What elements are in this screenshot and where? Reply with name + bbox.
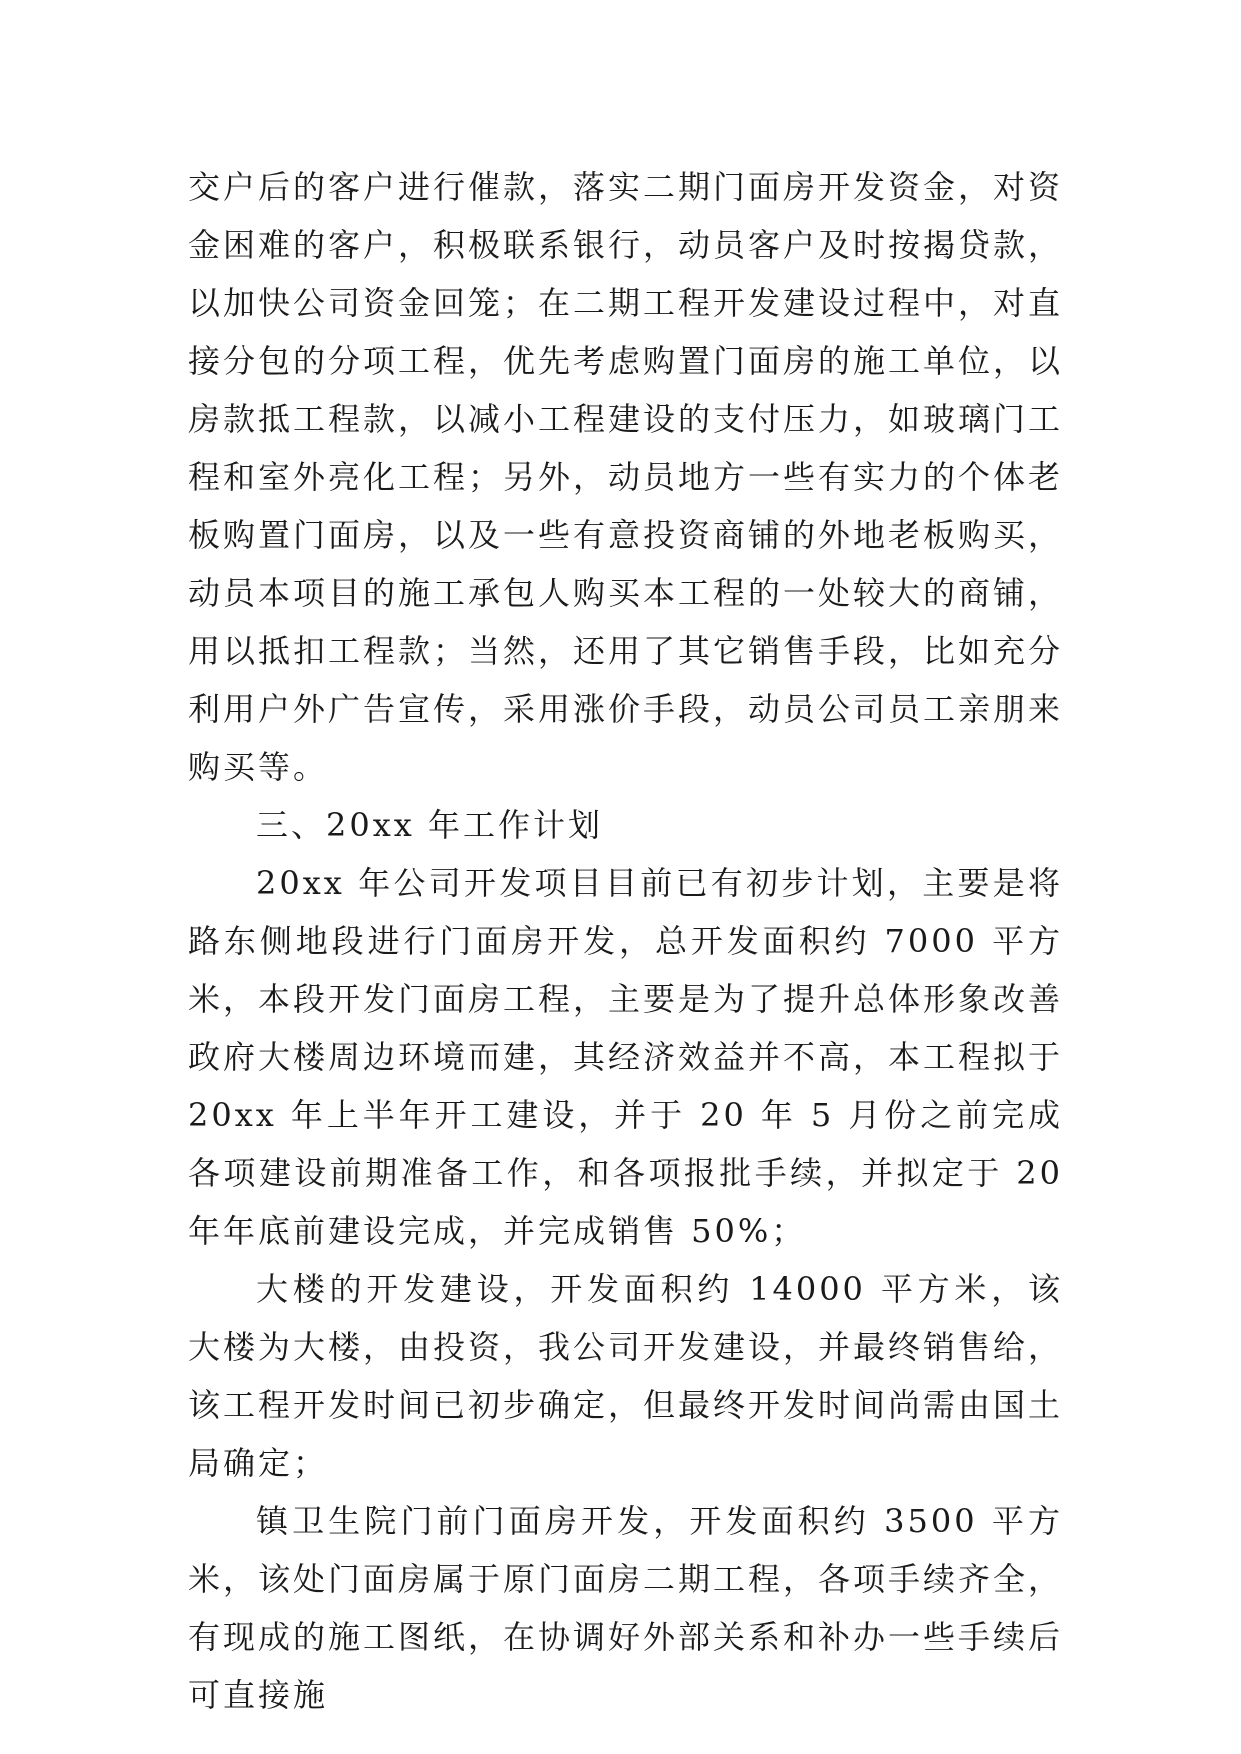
- document-body: [188, 158, 1063, 1724]
- paragraph-clinic-storefront: 镇卫生院门前门面房开发，开发面积约 3500 平方米，该处门面房属于原门面房二期工程，各项手续齐全，有现成的施工图纸，在协调好外部关系和补办一些手续后可直接施: [188, 1502, 1064, 1714]
- paragraph-building-development: 大楼的开发建设，开发面积约 14000 平方米，该大楼为大楼，由投资，我公司开发建设，并最终销售给，该工程开发时间已初步确定，但最终开发时间尚需由国土局确定；: [188, 1270, 1064, 1482]
- section-heading: 三、20xx 年工作计划: [256, 806, 603, 844]
- paragraph-plan-overview: 20xx 年公司开发项目目前已有初步计划，主要是将路东侧地段进行门面房开发，总开发面积约 7000 平方米，本段开发门面房工程，主要是为了提升总体形象改善政府大楼周边环境而建，其经济效益并不高，本工程拟于 20xx 年上半年开工建设，并于 20 年 5 月份之前完成各项建设前期准备工作，和各项报批手续，并拟定于 20 年年底前建设完成，并完成销售 50%；: [188, 864, 1064, 1250]
- paragraph-continuation: 交户后的客户进行催款，落实二期门面房开发资金，对资金困难的客户，积极联系银行，动员客户及时按揭贷款，以加快公司资金回笼；在二期工程开发建设过程中，对直接分包的分项工程，优先考虑购置门面房的施工单位，以房款抵工程款，以减小工程建设的支付压力，如玻璃门工程和室外亮化工程；另外，动员地方一些有实力的个体老板购置门面房，以及一些有意投资商铺的外地老板购买，动员本项目的施工承包人购买本工程的一处较大的商铺，用以抵扣工程款；当然，还用了其它销售手段，比如充分利用户外广告宣传，采用涨价手段，动员公司员工亲朋来购买等。: [188, 168, 1064, 786]
